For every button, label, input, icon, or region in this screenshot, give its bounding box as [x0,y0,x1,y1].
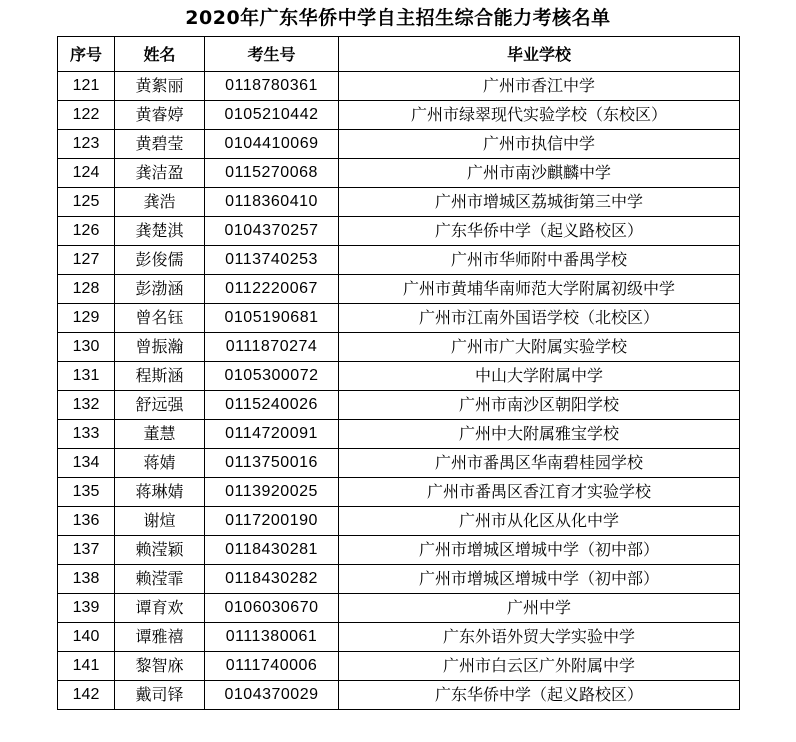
table-row [58,507,740,536]
cell-name: 戴司铎 [115,681,205,710]
cell-number: 121 [58,72,115,101]
cell-exam-id: 0105300072 [205,362,339,391]
cell-exam-id: 0105190681 [205,304,339,333]
cell-exam-id: 0112220067 [205,275,339,304]
cell-exam-id: 0113740253 [205,246,339,275]
cell-number: 138 [58,565,115,594]
cell-name: 黎智庥 [115,652,205,681]
cell-exam-id: 0106030670 [205,594,339,623]
cell-name: 龚洁盈 [115,159,205,188]
table-row [58,130,740,159]
cell-name: 谢煊 [115,507,205,536]
cell-number: 131 [58,362,115,391]
cell-name: 彭俊儒 [115,246,205,275]
cell-number: 128 [58,275,115,304]
cell-name: 曾振瀚 [115,333,205,362]
cell-number: 139 [58,594,115,623]
cell-name: 黄睿婷 [115,101,205,130]
table-row [58,681,740,710]
cell-name: 曾名钰 [115,304,205,333]
cell-exam-id: 0117200190 [205,507,339,536]
cell-exam-id: 0111380061 [205,623,339,652]
cell-exam-id: 0105210442 [205,101,339,130]
cell-school: 广州市江南外国语学校（北校区） [339,304,740,333]
table-row [58,420,740,449]
cell-name: 董慧 [115,420,205,449]
cell-school: 广州市增城区增城中学（初中部） [339,565,740,594]
cell-school: 广州市广大附属实验学校 [339,333,740,362]
cell-name: 舒远强 [115,391,205,420]
cell-number: 122 [58,101,115,130]
table-row [58,594,740,623]
table-row [58,565,740,594]
cell-name: 赖滢霏 [115,565,205,594]
cell-exam-id: 0118430282 [205,565,339,594]
cell-number: 136 [58,507,115,536]
cell-number: 125 [58,188,115,217]
cell-name: 黄絮丽 [115,72,205,101]
candidate-table [57,36,740,710]
cell-exam-id: 0113750016 [205,449,339,478]
cell-exam-id: 0118430281 [205,536,339,565]
cell-school: 广州中大附属雅宝学校 [339,420,740,449]
cell-school: 广州市黄埔华南师范大学附属初级中学 [339,275,740,304]
table-row [58,304,740,333]
cell-number: 126 [58,217,115,246]
table-row [58,478,740,507]
cell-number: 134 [58,449,115,478]
cell-school: 广东外语外贸大学实验中学 [339,623,740,652]
cell-exam-id: 0115270068 [205,159,339,188]
cell-school: 广州市番禺区华南碧桂园学校 [339,449,740,478]
header-name: 姓名 [115,37,205,72]
cell-school: 广州市华师附中番禺学校 [339,246,740,275]
table-row [58,72,740,101]
cell-school: 广州市从化区从化中学 [339,507,740,536]
cell-exam-id: 0104410069 [205,130,339,159]
cell-school: 中山大学附属中学 [339,362,740,391]
cell-number: 130 [58,333,115,362]
cell-name: 蒋琳婧 [115,478,205,507]
cell-school: 广东华侨中学（起义路校区） [339,217,740,246]
cell-school: 广东华侨中学（起义路校区） [339,681,740,710]
cell-school: 广州中学 [339,594,740,623]
cell-name: 蒋婧 [115,449,205,478]
cell-school: 广州市香江中学 [339,72,740,101]
cell-exam-id: 0111870274 [205,333,339,362]
cell-number: 142 [58,681,115,710]
cell-school: 广州市南沙区朝阳学校 [339,391,740,420]
cell-number: 140 [58,623,115,652]
cell-school: 广州市执信中学 [339,130,740,159]
header-number: 序号 [58,37,115,72]
cell-exam-id: 0118360410 [205,188,339,217]
cell-name: 龚浩 [115,188,205,217]
table-row [58,246,740,275]
cell-name: 彭渤涵 [115,275,205,304]
cell-school: 广州市番禺区香江育才实验学校 [339,478,740,507]
table-row [58,652,740,681]
cell-exam-id: 0104370257 [205,217,339,246]
table-row [58,623,740,652]
cell-number: 124 [58,159,115,188]
cell-name: 程斯涵 [115,362,205,391]
table-row [58,536,740,565]
cell-exam-id: 0113920025 [205,478,339,507]
table-row [58,101,740,130]
table-row [58,391,740,420]
table-row [58,449,740,478]
table-row [58,333,740,362]
cell-school: 广州市增城区增城中学（初中部） [339,536,740,565]
cell-number: 133 [58,420,115,449]
cell-number: 141 [58,652,115,681]
cell-number: 135 [58,478,115,507]
table-row [58,275,740,304]
cell-school: 广州市南沙麒麟中学 [339,159,740,188]
cell-school: 广州市绿翠现代实验学校（东校区） [339,101,740,130]
table-row [58,217,740,246]
header-exam-id: 考生号 [205,37,339,72]
cell-school: 广州市白云区广外附属中学 [339,652,740,681]
cell-name: 谭雅禧 [115,623,205,652]
cell-number: 137 [58,536,115,565]
cell-exam-id: 0111740006 [205,652,339,681]
table-row [58,188,740,217]
table-row [58,362,740,391]
cell-exam-id: 0115240026 [205,391,339,420]
table-header-row [58,37,740,72]
cell-exam-id: 0114720091 [205,420,339,449]
cell-exam-id: 0118780361 [205,72,339,101]
cell-number: 132 [58,391,115,420]
cell-name: 谭育欢 [115,594,205,623]
document-title: 2020年广东华侨中学自主招生综合能力考核名单 [185,7,611,29]
header-school: 毕业学校 [339,37,740,72]
cell-name: 赖滢颖 [115,536,205,565]
cell-exam-id: 0104370029 [205,681,339,710]
cell-school: 广州市增城区荔城街第三中学 [339,188,740,217]
table-row [58,159,740,188]
cell-name: 黄碧莹 [115,130,205,159]
cell-number: 129 [58,304,115,333]
cell-name: 龚楚淇 [115,217,205,246]
cell-number: 127 [58,246,115,275]
cell-number: 123 [58,130,115,159]
